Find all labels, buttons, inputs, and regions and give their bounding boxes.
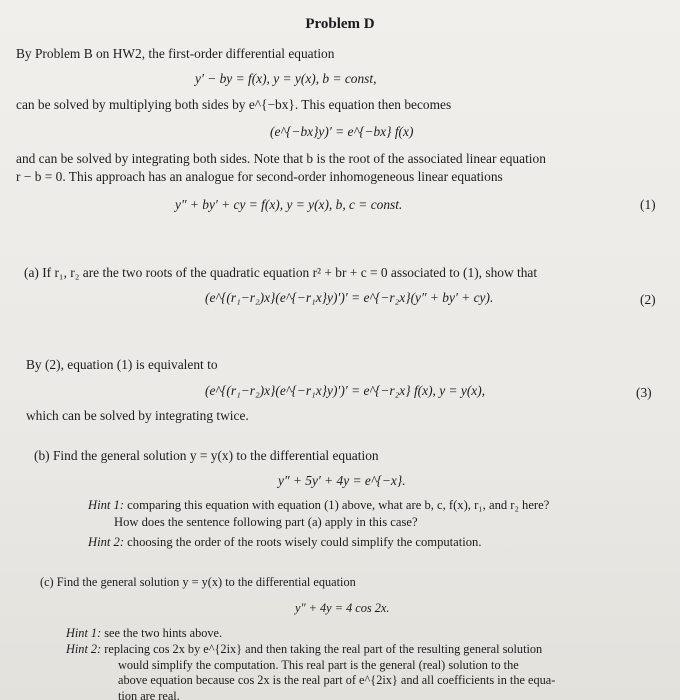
- equation-2: (e^{(r₁−r₂)x}(e^{−r₁x}y)′)′ = e^{−r₂x}(y″ + by′ + cy).: [205, 290, 494, 305]
- part-b-hint-1: [88, 498, 549, 513]
- problem-title: Problem D: [305, 16, 375, 32]
- intro-line-1: By Problem B on HW2, the first-order differential equation: [16, 46, 335, 61]
- equation-part-c: y″ + 4y = 4 cos 2x.: [295, 601, 390, 615]
- equation-part-b: y″ + 5y′ + 4y = e^{−x}.: [278, 473, 406, 488]
- equation-3-number: (3): [636, 385, 652, 400]
- equation-1: y″ + by′ + cy = f(x), y = y(x), b, c = const.: [175, 197, 403, 212]
- equation-1-number: (1): [640, 197, 656, 212]
- equivalence-line-2: which can be solved by integrating twice.: [26, 408, 249, 423]
- part-a-statement: (a) If r₁, r₂ are the two roots of the quadratic equation r² + br + c = 0 associated to (1), show that: [24, 265, 538, 280]
- equation-3: (e^{(r₁−r₂)x}(e^{−r₁x}y)′)′ = e^{−r₂x} f(x), y = y(x),: [205, 383, 486, 398]
- hint-2-label: Hint 2:: [66, 642, 102, 656]
- hint-2-label: Hint 2:: [88, 535, 125, 549]
- intro-line-3: and can be solved by integrating both sides. Note that b is the root of the associated linear equation: [16, 151, 546, 166]
- equation-first-order: y′ − by = f(x), y = y(x), b = const,: [195, 71, 377, 86]
- intro-line-2: can be solved by multiplying both sides by e^{−bx}. This equation then becomes: [16, 97, 452, 112]
- part-b-hint-1-cont: How does the sentence following part (a) apply in this case?: [114, 515, 418, 529]
- part-c-statement: (c) Find the general solution y = y(x) to the differential equation: [40, 575, 356, 589]
- equation-2-number: (2): [640, 292, 656, 307]
- hint-2-text: choosing the order of the roots wisely could simplify the computation.: [124, 535, 482, 549]
- part-c-hint-2-cont-1: would simplify the computation. This real part is the general (real) solution to the: [118, 658, 519, 672]
- part-c-hint-2-cont-3: tion are real.: [118, 689, 180, 700]
- hint-1-label: Hint 1:: [88, 498, 125, 512]
- part-c-hint-2: [66, 642, 542, 657]
- hint-1-text: see the two hints above.: [101, 626, 223, 640]
- equivalence-line-1: By (2), equation (1) is equivalent to: [26, 357, 218, 372]
- intro-line-4: r − b = 0. This approach has an analogue for second-order inhomogeneous linear equations: [16, 169, 503, 184]
- part-b-hint-2: [88, 535, 482, 550]
- equation-integrating-factor: (e^{−bx}y)′ = e^{−bx} f(x): [270, 124, 414, 139]
- part-c-hint-1: [66, 626, 222, 641]
- hint-1-label: Hint 1:: [66, 626, 102, 640]
- part-b-statement: (b) Find the general solution y = y(x) to the differential equation: [34, 448, 379, 463]
- hint-1-text: comparing this equation with equation (1) above, what are b, c, f(x), r₁, and r₂ here?: [124, 498, 550, 512]
- part-c-hint-2-cont-2: above equation because cos 2x is the real part of e^{2ix} and all coefficients in the equa-: [118, 673, 556, 687]
- hint-2-text: replacing cos 2x by e^{2ix} and then taking the real part of the resulting general solution: [101, 642, 543, 656]
